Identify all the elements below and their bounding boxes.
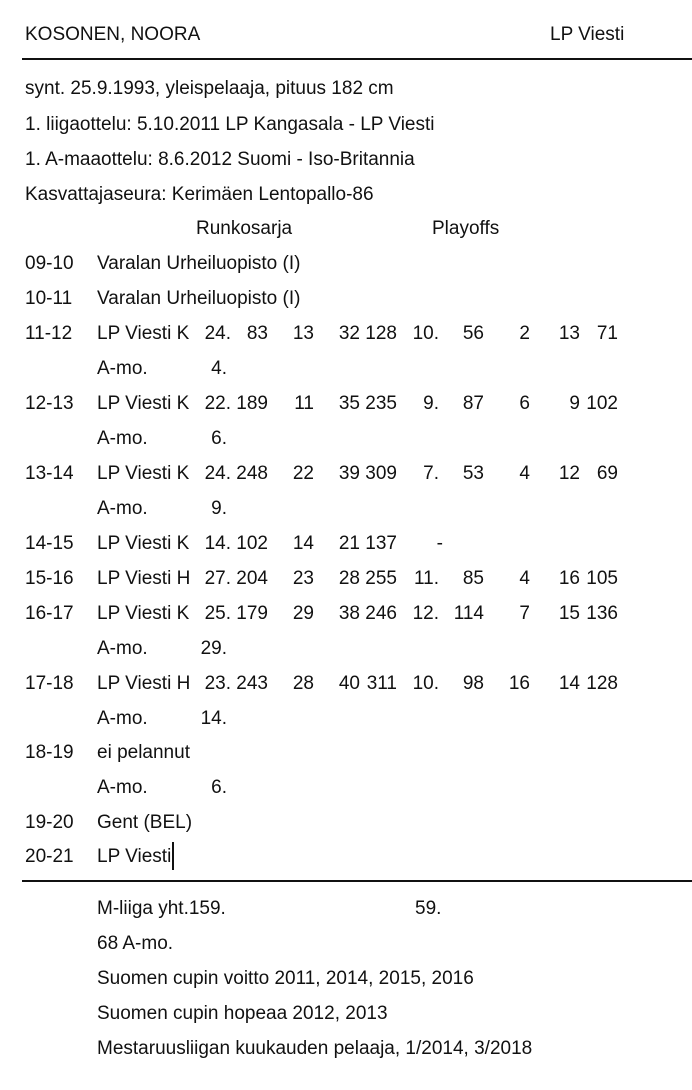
regular-season-stat: 25.	[204, 603, 231, 624]
regular-season-stat: 24.	[204, 463, 231, 484]
playoff-stat: 10.	[412, 323, 439, 344]
national-matches-total: 68 A-mo.	[97, 933, 174, 954]
national-matches-count: 4.	[211, 358, 227, 379]
regular-season-stat: 21	[338, 533, 360, 554]
playoff-stat: 11.	[413, 568, 439, 589]
regular-season-stat: 14.	[204, 533, 231, 554]
regular-season-stat: 137	[365, 533, 397, 554]
player-club: LP Viesti	[550, 24, 625, 45]
regular-season-stat: 179	[236, 603, 268, 624]
regular-season-stat: 255	[365, 568, 397, 589]
season-year: 09-10	[25, 253, 74, 274]
regular-season-stat: 11	[294, 393, 314, 414]
regular-season-stat: 22.	[204, 393, 231, 414]
playoff-stat: 9	[569, 393, 580, 414]
season-team: ei pelannut	[97, 742, 190, 763]
national-matches-label: A-mo.	[97, 777, 148, 798]
playoff-stat: 56	[462, 323, 484, 344]
regular-season-stat: 14	[292, 533, 314, 554]
regular-season-stat: 204	[236, 568, 268, 589]
playoff-stat: 14	[558, 673, 580, 694]
season-year: 16-17	[25, 603, 74, 624]
season-year: 11-12	[25, 323, 73, 344]
regular-season-stat: 189	[236, 393, 268, 414]
season-team: Varalan Urheiluopisto (I)	[97, 288, 301, 309]
playoff-stat: 98	[462, 673, 484, 694]
text-cursor	[172, 842, 174, 870]
regular-season-stat: 311	[366, 673, 397, 694]
regular-season-stat: 35	[338, 393, 360, 414]
first-national-match: 1. A-maaottelu: 8.6.2012 Suomi - Iso-Britannia	[25, 149, 415, 170]
cup-silvers: Suomen cupin hopeaa 2012, 2013	[97, 1003, 388, 1024]
footer-divider	[22, 880, 692, 882]
regular-season-stat: 23	[292, 568, 314, 589]
playoff-stat: 69	[596, 463, 618, 484]
national-matches-label: A-mo.	[97, 498, 148, 519]
season-year: 12-13	[25, 393, 74, 414]
first-league-match: 1. liigaottelu: 5.10.2011 LP Kangasala - LP Viesti	[25, 114, 435, 135]
regular-season-stat: 246	[365, 603, 397, 624]
playoff-stat: 85	[462, 568, 484, 589]
season-team: LP Viesti K	[97, 603, 190, 624]
season-year: 17-18	[25, 673, 74, 694]
national-matches-count: 6.	[211, 777, 227, 798]
playoff-stat: 71	[596, 323, 618, 344]
national-matches-label: A-mo.	[97, 708, 148, 729]
regular-season-stat: 102	[236, 533, 268, 554]
playoffs-heading: Playoffs	[432, 218, 500, 239]
season-team: LP Viesti K	[97, 323, 190, 344]
playoff-stat: 102	[586, 393, 618, 414]
regular-season-stat: 235	[365, 393, 397, 414]
playoff-stat: 9.	[423, 393, 439, 414]
season-team: LP Viesti	[97, 846, 172, 867]
playoff-stat: 128	[586, 673, 618, 694]
season-year: 19-20	[25, 812, 74, 833]
regular-season-stat: 28	[292, 673, 314, 694]
national-matches-count: 6.	[211, 428, 227, 449]
mliiga-total: M-liiga yht.159.	[97, 898, 226, 919]
regular-season-stat: 13	[292, 323, 314, 344]
season-team: Gent (BEL)	[97, 812, 193, 833]
national-matches-label: A-mo.	[97, 358, 148, 379]
regular-season-stat: 83	[246, 323, 268, 344]
season-team: LP Viesti K	[97, 393, 190, 414]
birth-info: synt. 25.9.1993, yleispelaaja, pituus 182 cm	[25, 78, 394, 99]
playoff-stat: 7	[519, 603, 530, 624]
playoff-stat: 136	[586, 603, 618, 624]
national-matches-label: A-mo.	[97, 638, 148, 659]
season-year: 13-14	[25, 463, 74, 484]
player-name: KOSONEN, NOORA	[25, 24, 201, 45]
playoff-stat: 12	[558, 463, 580, 484]
season-team: LP Viesti K	[97, 533, 190, 554]
playoff-stat: 114	[453, 603, 484, 624]
playoff-stat: 16	[558, 568, 580, 589]
playoff-stat: 13	[558, 323, 580, 344]
regular-season-stat: 128	[365, 323, 397, 344]
regular-season-stat: 27.	[204, 568, 231, 589]
playoff-stat: 15	[558, 603, 580, 624]
national-matches-count: 9.	[211, 498, 227, 519]
playoff-stat: 6	[519, 393, 530, 414]
player-of-month: Mestaruusliigan kuukauden pelaaja, 1/2014, 3/2018	[97, 1038, 533, 1059]
national-matches-label: A-mo.	[97, 428, 148, 449]
regular-season-stat: 29	[292, 603, 314, 624]
regular-season-stat: 32	[338, 323, 360, 344]
season-year: 18-19	[25, 742, 74, 763]
regular-season-heading: Runkosarja	[196, 218, 293, 239]
playoff-stat: 87	[462, 393, 484, 414]
regular-season-stat: 22	[292, 463, 314, 484]
youth-club: Kasvattajaseura: Kerimäen Lentopallo-86	[25, 184, 374, 205]
playoff-stat: 10.	[412, 673, 439, 694]
mliiga-playoff-total: 59.	[415, 898, 442, 919]
playoff-stat-dash: -	[436, 533, 443, 554]
playoff-stat: 53	[462, 463, 484, 484]
playoff-stat: 4	[519, 463, 530, 484]
regular-season-stat: 28	[338, 568, 360, 589]
season-year: 14-15	[25, 533, 74, 554]
regular-season-stat: 23.	[204, 673, 231, 694]
season-team: LP Viesti H	[97, 673, 191, 694]
playoff-stat: 12.	[412, 603, 439, 624]
playoff-stat: 105	[586, 568, 618, 589]
national-matches-count: 29.	[200, 638, 227, 659]
playoff-stat: 2	[519, 323, 530, 344]
regular-season-stat: 248	[236, 463, 268, 484]
season-team: Varalan Urheiluopisto (I)	[97, 253, 301, 274]
regular-season-stat: 243	[236, 673, 268, 694]
cup-wins: Suomen cupin voitto 2011, 2014, 2015, 2016	[97, 968, 474, 989]
national-matches-count: 14.	[200, 708, 227, 729]
regular-season-stat: 309	[365, 463, 397, 484]
season-year: 15-16	[25, 568, 74, 589]
season-team: LP Viesti K	[97, 463, 190, 484]
playoff-stat: 7.	[423, 463, 439, 484]
regular-season-stat: 40	[338, 673, 360, 694]
season-team: LP Viesti H	[97, 568, 191, 589]
season-year: 10-11	[25, 288, 73, 309]
header-divider	[22, 58, 692, 60]
playoff-stat: 4	[519, 568, 530, 589]
regular-season-stat: 39	[338, 463, 360, 484]
regular-season-stat: 24.	[204, 323, 231, 344]
season-year: 20-21	[25, 846, 74, 867]
regular-season-stat: 38	[338, 603, 360, 624]
playoff-stat: 16	[508, 673, 530, 694]
